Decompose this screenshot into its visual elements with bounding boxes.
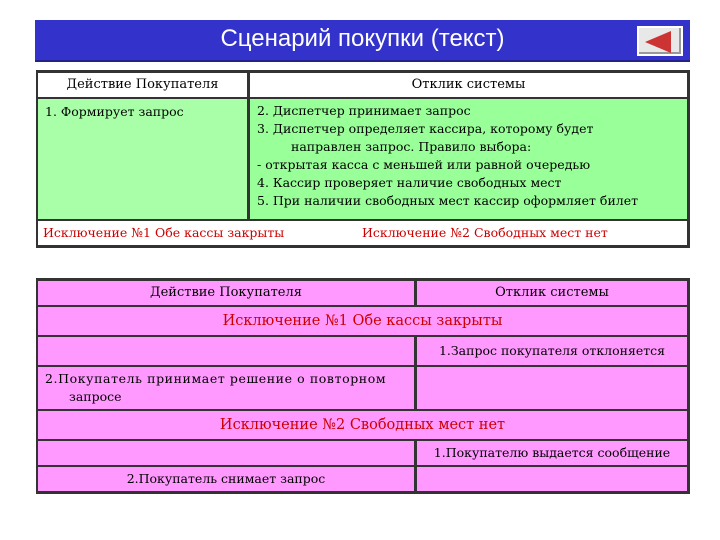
title-bar bbox=[35, 20, 690, 62]
exception-2-label: Исключение №2 Свободных мест нет bbox=[362, 225, 608, 240]
buyer-action-text: 1. Формирует запрос bbox=[45, 104, 184, 119]
empty-system-cell bbox=[417, 367, 687, 409]
header-system-response: Отклик системы bbox=[417, 281, 687, 305]
empty-buyer-cell bbox=[38, 441, 414, 465]
header-buyer-action: Действие Покупателя bbox=[38, 281, 414, 305]
system-line: 2. Диспетчер принимает запрос bbox=[257, 103, 471, 118]
system-line: - открытая касса с меньшей или равной очередью bbox=[257, 157, 591, 172]
exception-1-heading: Исключение №1 Обе кассы закрыты bbox=[38, 307, 687, 335]
exception-2-heading: Исключение №2 Свободных мест нет bbox=[38, 411, 687, 439]
buyer-line: запросе bbox=[69, 389, 122, 404]
system-line: 5. При наличии свободных мест кассир оформляет билет bbox=[257, 193, 639, 208]
empty-system-cell bbox=[417, 467, 687, 491]
exception-1-label: Исключение №1 Обе кассы закрыты bbox=[43, 225, 285, 240]
back-arrow-icon bbox=[645, 31, 671, 53]
system-line: 4. Кассир проверяет наличие свободных мест bbox=[257, 175, 562, 190]
exceptions-table bbox=[36, 278, 690, 494]
system-response-cell bbox=[250, 99, 687, 219]
exception-2-buyer-action: 2.Покупатель снимает запрос bbox=[38, 467, 414, 491]
header-buyer-action: Действие Покупателя bbox=[38, 73, 247, 97]
exception-2-system-response: 1.Покупателю выдается сообщение bbox=[417, 441, 687, 465]
exception-1-system-response: 1.Запрос покупателя отклоняется bbox=[417, 337, 687, 365]
empty-buyer-cell bbox=[38, 337, 414, 365]
scenario-table bbox=[36, 70, 690, 248]
exception-1-buyer-action bbox=[38, 367, 414, 409]
page-title: Сценарий покупки (текст) bbox=[220, 25, 505, 52]
system-line: направлен запрос. Правило выбора: bbox=[291, 139, 532, 154]
buyer-action-cell bbox=[38, 99, 247, 219]
system-line: 3. Диспетчер определяет кассира, которому будет bbox=[257, 121, 594, 136]
exceptions-row bbox=[38, 221, 687, 245]
header-system-response: Отклик системы bbox=[250, 73, 687, 97]
buyer-line: 2.Покупатель принимает решение о повторном bbox=[45, 371, 387, 386]
back-button[interactable] bbox=[637, 26, 683, 56]
